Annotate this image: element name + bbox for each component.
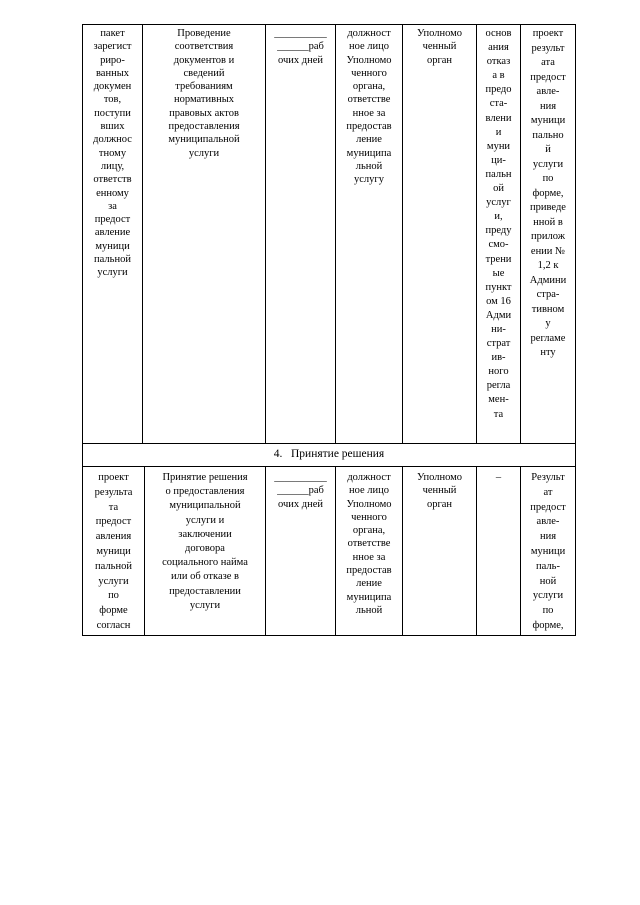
cell-term: __________ ______раб очих дней	[274, 472, 327, 510]
cell-action: Проведение соответствия документов и сведений требованиям нормативных правовых актов предоставления муниципальной услуги	[168, 28, 240, 159]
cell-result: проект результ ата предост авле- ния муници пально й услуги по форме, приведе нной в прилож ении № 1,2 к Админи стра- тивном у регламе нту	[529, 28, 567, 358]
cell-place: Уполномо ченный орган	[416, 28, 463, 66]
cell-criteria: основ ания отказ а в предо ста- влени и муни ци- пальн ой услуг и, преду смо- трени ые пункт ом 16 Адми ни- страт ив- ного регла мен- та	[485, 28, 512, 420]
cell-input-docs: проект результа та предост авления муници пальной услуги по форме согласн	[94, 472, 133, 631]
cell-result: Результ ат предост авле- ния муници паль- ной услуги по форме,	[530, 472, 566, 631]
procedure-table	[82, 24, 576, 636]
section-title: 4. Принятие решения	[273, 448, 385, 460]
cell-responsible: должност ное лицо Уполномо ченного органа, ответстве нное за предостав ление муниципа льной	[346, 472, 392, 616]
table-divider	[83, 466, 575, 467]
cell-action: Принятие решения о предоставления муниципальной услуги и заключении договора социального найма или об отказе в предоставлении услуги	[162, 472, 248, 611]
table-divider	[83, 443, 575, 444]
cell-place: Уполномо ченный орган	[416, 472, 463, 510]
cell-criteria: –	[495, 472, 502, 483]
cell-responsible: должност ное лицо Уполномо ченного органа, ответстве нное за предостав ление муниципа льной услугу	[346, 28, 392, 186]
cell-input-docs: пакет зарегист риро- ванных докумен тов, поступи вших должнос тному лицу, ответств енному за предост авление муници пальной услуги	[93, 28, 132, 279]
cell-term: __________ ______раб очих дней	[274, 28, 327, 66]
